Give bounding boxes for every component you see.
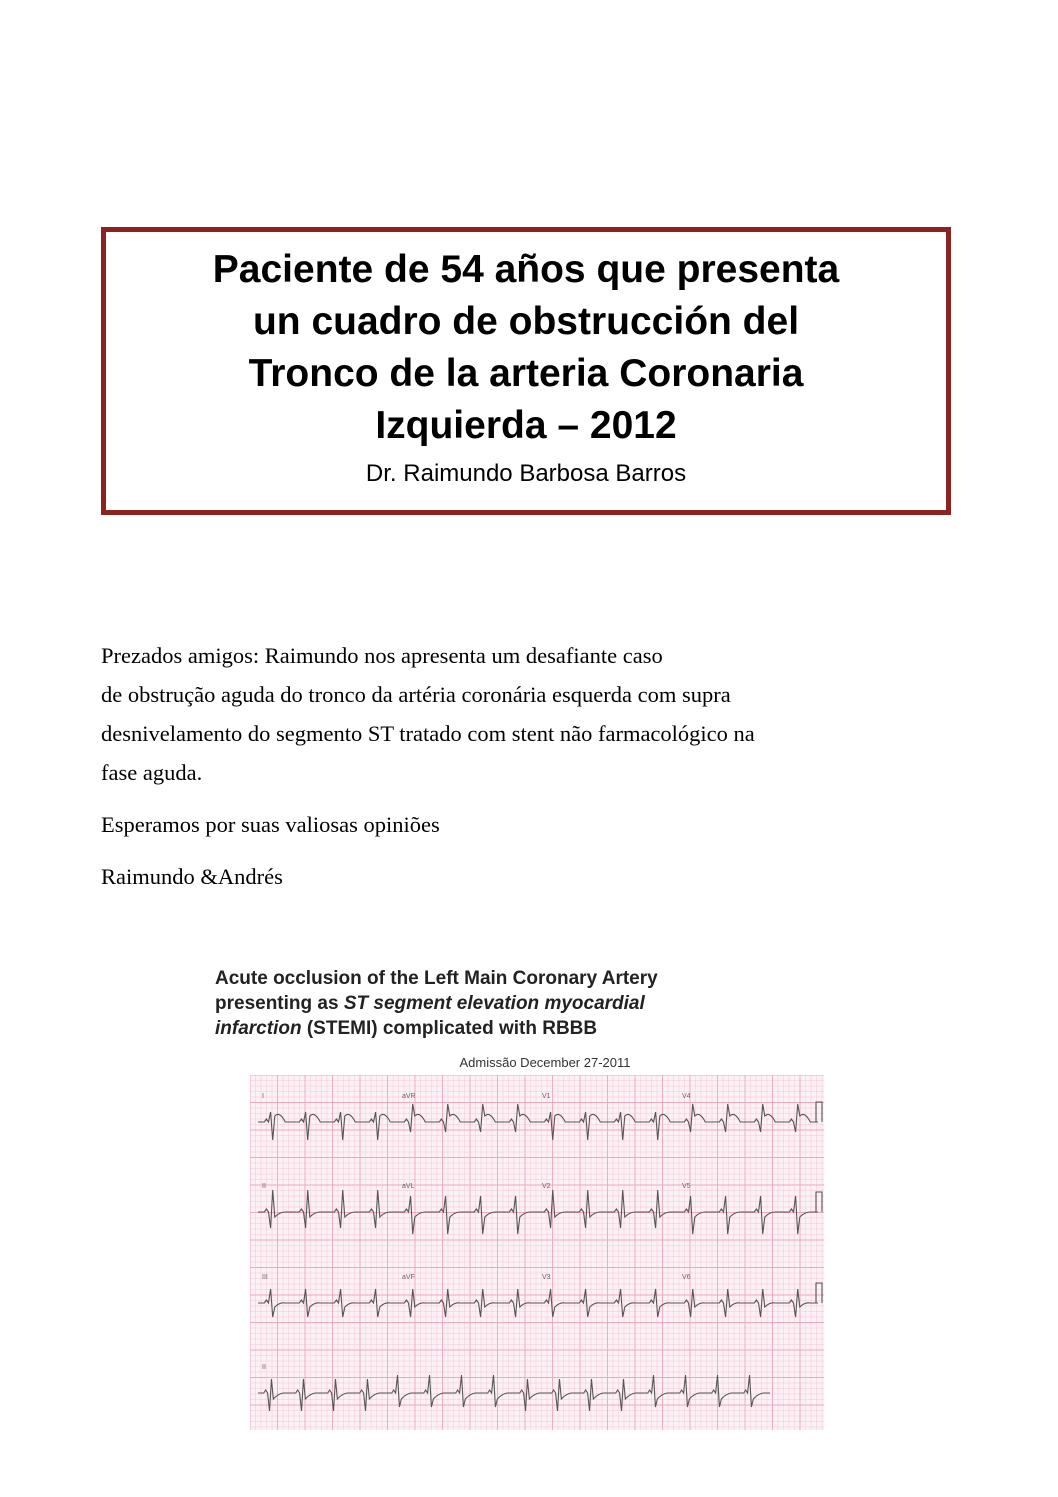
ecg-lead-label: V1 [542,1093,551,1100]
title-line: un cuadro de obstrucción del [252,300,800,343]
ecg-lead-label: I [262,1093,264,1100]
caption-text: presenting as [215,993,344,1014]
paragraph-line: desnivelamento do segmento ST tratado com stent não farmacológico na [101,721,755,746]
title-box [101,227,951,515]
signature: Raimundo &Andrés [101,864,283,889]
ecg-lead-label: aVL [402,1183,415,1190]
paragraph-line: fase aguda. [101,760,203,785]
ecg-lead-label: III [262,1274,268,1281]
ecg-lead-label: V4 [682,1093,691,1100]
figure-caption [215,966,835,1041]
admission-date: Admissão December 27-2011 [459,1055,631,1070]
title-line: Paciente de 54 años que presenta [212,248,840,291]
ecg-image [250,1075,824,1430]
title-line: Izquierda – 2012 [375,404,677,447]
paragraph-line: de obstrução aguda do tronco da artéria coronária esquerda com supra [101,682,731,707]
title-line: Tronco de la arteria Coronaria [248,352,804,395]
ecg-lead-label: V3 [542,1274,551,1281]
author-name: Dr. Raimundo Barbosa Barros [365,460,687,487]
caption-line [215,991,835,1016]
ecg-lead-label: aVF [402,1274,415,1281]
caption-text: (STEMI) complicated with RBBB [301,1018,598,1039]
ecg-lead-label: V5 [682,1183,691,1190]
ecg-paper [250,1075,824,1430]
ecg-lead-label: aVR [402,1093,416,1100]
document-title [112,244,940,452]
ecg-lead-label: V6 [682,1274,691,1281]
ecg-lead-label: V2 [542,1183,551,1190]
ecg-lead-label: II [262,1183,266,1190]
caption-italic-text: infarction [215,1018,302,1039]
caption-italic-text: ST segment elevation myocardial [343,993,645,1014]
paragraph-line: Prezados amigos: Raimundo nos apresenta um desafiante caso [101,643,663,668]
closing-paragraph: Esperamos por suas valiosas opiniões [101,812,440,837]
caption-line: Acute occlusion of the Left Main Coronary Artery [215,968,658,989]
ecg-lead-label: II [262,1364,266,1371]
body-text [101,636,961,896]
caption-line [215,1016,835,1041]
